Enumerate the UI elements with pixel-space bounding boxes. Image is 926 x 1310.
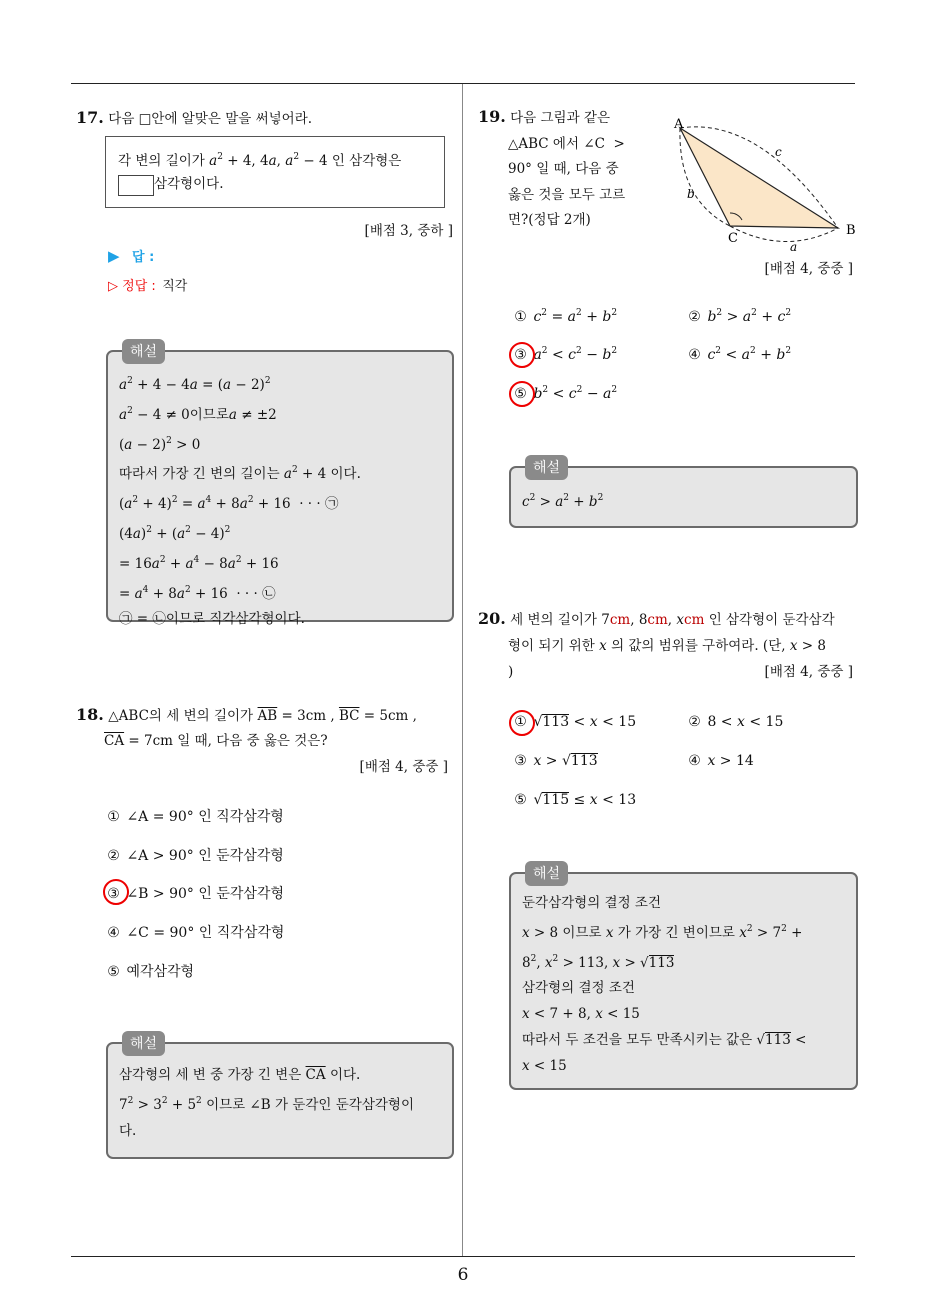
label-a-vertex: A [674, 117, 684, 132]
q17-exp-line2: $a^2 - 4 \ne 0$이므로a ≠ ±2 [119, 405, 277, 423]
q18-explanation [106, 1036, 454, 1159]
q18-score: [배점 4, 중중 ] [359, 759, 448, 775]
q20-exp-line3: $8^2$, $x^2 > 113$, x > √113 [522, 953, 675, 971]
q18-exp-line2: $7^2 > 3^2 + 5^2$ 이므로 ∠B 가 둔각인 둔각삼각형이 [119, 1095, 414, 1113]
q19-choice-5[interactable]: ⑤ $b^2 < c^2 - a^2$ [514, 385, 618, 402]
q20-choice-1[interactable]: ① √113 < x < 15 [514, 714, 637, 730]
q20-exp-line7: x < 15 [522, 1057, 567, 1074]
q20-exp-line1: 둔각삼각형의 결정 조건 [522, 895, 661, 911]
q17-correct-label: ▷ 정답 : [108, 279, 156, 294]
q19-line5: 면?(정답 2개) [508, 212, 591, 228]
q17-prompt: 다음 □안에 알맞은 말을 써넣어라. [108, 111, 313, 127]
q17-exp-line8: = $a^4 + 8a^2 + 16$ · · · ㉡ [119, 584, 276, 602]
q20-line1a: 세 변의 길이가 [510, 612, 597, 628]
q17-blank-box[interactable] [118, 175, 154, 196]
q18-answer-mark [103, 879, 129, 905]
q17-correct-row [108, 275, 187, 294]
q20-question: 20. 세 변의 길이가 7cm, 8cm, xcm 인 삼각형이 둔각삼각 형이 되기 위한 x 의 값의 범위를 구하여라. (단, x > 8 ) [478, 606, 863, 685]
q18-choice-5[interactable]: ⑤ 예각삼각형 [107, 964, 195, 980]
q17-box-text1: 각 변의 길이가 [118, 153, 205, 169]
q19-exp-line1: $c^2 > a^2 + b^2$ [522, 493, 604, 510]
q18-choice-4[interactable]: ④ ∠C = 90° 인 직각삼각형 [107, 925, 285, 941]
q18-exp-line1: 삼각형의 세 변 중 가장 긴 변은 $\overline{CA}$ 이다. [119, 1067, 361, 1083]
q19-choice-3[interactable]: ③ $a^2 < c^2 - b^2$ [514, 346, 618, 363]
q20-line1b: 인 삼각형이 둔각삼각 [708, 612, 835, 628]
q18-question [76, 701, 456, 730]
q20-line2: 형이 되기 위한 [508, 638, 595, 654]
q20-number: 20. [478, 609, 506, 628]
q17-exp-line1: $a^2 + 4 - 4a = (a - 2)^2$ [119, 376, 271, 393]
q20-choice-5[interactable]: ⑤ √115 ≤ x < 13 [514, 792, 637, 808]
q19-line3: 일 때, 다음 중 [536, 161, 619, 177]
q17-exp-line3: $(a - 2)^2 > 0$ [119, 435, 201, 453]
q19-line1: 다음 그림과 같은 [510, 110, 611, 126]
q18-prompt-a: △ABC의 세 변의 길이가 [108, 708, 254, 724]
column-divider [462, 84, 463, 1256]
q20-choice-4[interactable]: ④ x > 14 [688, 753, 754, 769]
q18-choice-1[interactable]: ① ∠A = 90° 인 직각삼각형 [107, 809, 284, 825]
q19-score: [배점 4, 중중 ] [764, 261, 853, 277]
q18-choice-2[interactable]: ② ∠A > 90° 인 둔각삼각형 [107, 848, 284, 864]
q19-choice-2[interactable]: ② $b^2 > a^2 + c^2$ [688, 308, 792, 325]
q20-answer-mark [509, 710, 535, 736]
top-rule [71, 83, 855, 84]
q17-exp-line9: ㉠ = ㉡이므로 직각삼각형이다. [119, 611, 305, 628]
q20-score: [배점 4, 중중 ] [764, 664, 853, 680]
q17-box-math: $a^2 + 4$, 4a, $a^2 - 4$ [209, 152, 328, 169]
q19-triangle-figure [670, 110, 870, 260]
q18-exp-line3: 다. [119, 1122, 137, 1139]
q17-score: [배점 3, 중하 ] [364, 223, 453, 239]
q18-question-line2: $\overline{CA} = 7cm$ 일 때, 다음 중 옳은 것은? [104, 733, 328, 749]
play-icon: ▶ [108, 247, 120, 265]
q17-answer-row [108, 246, 154, 265]
q19-exp-tag: 해설 [525, 455, 568, 480]
q17-question-box [105, 136, 445, 208]
q17-box-text2: 인 삼각형은 [331, 153, 402, 169]
q20-exp-line4: 삼각형의 결정 조건 [522, 980, 635, 997]
q17-explanation [106, 344, 454, 628]
q17-answer-label: 답 : [132, 250, 155, 265]
q20-line3: ) [508, 664, 514, 680]
q19-explanation [509, 460, 858, 528]
q19-choice-4[interactable]: ④ $c^2 < a^2 + b^2$ [688, 346, 792, 363]
q20-exp-tag: 해설 [525, 861, 568, 886]
bottom-rule [71, 1256, 855, 1257]
q19-question: 19. 다음 그림과 같은 △ABC 에서 ∠C > 90° 일 때, 다음 중 옳은 것을 모두 고르 면?(정답 2개) [478, 104, 658, 234]
q19-number: 19. [478, 107, 506, 126]
q17-exp-tag: 해설 [122, 339, 165, 364]
q19-answer-mark-5 [509, 381, 535, 407]
q20-choice-2[interactable]: ② 8 < x < 15 [688, 714, 784, 730]
q17-question [76, 104, 312, 133]
q20-line2b: 의 값의 범위를 구하여라. (단, [611, 638, 786, 654]
q19-line2: △ABC 에서 [508, 135, 580, 152]
q19-choice-1[interactable]: ① $c^2 = a^2 + b^2$ [514, 308, 618, 325]
q20-choice-3[interactable]: ③ x > √113 [514, 753, 598, 769]
q19-line4: 옳은 것을 모두 고르 [508, 186, 626, 203]
q17-exp-line6: $(4a)^2 + (a^2 - 4)^2$ [119, 524, 231, 542]
q18-exp-tag: 해설 [122, 1031, 165, 1056]
q17-exp-line4: 따라서 가장 긴 변의 길이는 $a^2 + 4$ 이다. [119, 465, 361, 483]
q17-box-text3: 삼각형이다. [154, 176, 224, 192]
label-a-side: a [790, 240, 798, 254]
arc-a [730, 226, 838, 242]
label-b-vertex: B [846, 223, 856, 238]
q18-prompt-b: 일 때, 다음 중 옳은 것은? [177, 733, 328, 749]
q20-exp-line2: x > 8 이므로 x 가 가장 긴 변이므로 $x^2 > 7^2$ + [522, 923, 803, 941]
q20-explanation [509, 866, 858, 1090]
q17-exp-line5: $(a^2 + 4)^2 = a^4 + 8a^2 + 16$ · · · ㉠ [119, 495, 339, 513]
triangle-abc [680, 128, 838, 228]
q19-answer-mark-3 [509, 342, 535, 368]
q18-number: 18. [76, 705, 104, 724]
q17-number: 17. [76, 108, 104, 127]
q20-exp-line6: 따라서 두 조건을 모두 만족시키는 값은 √113 < [522, 1031, 807, 1048]
q18-prompt-math1: $\overline{AB} = 3cm$ , $\overline{BC} = 5cm$ , [257, 708, 417, 724]
q20-exp-line5: x < 7 + 8, x < 15 [522, 1006, 640, 1023]
label-b-side: b [687, 187, 695, 201]
q17-correct-value: 직각 [162, 279, 188, 294]
q18-choice-3[interactable]: ③ ∠B > 90° 인 둔각삼각형 [107, 886, 284, 902]
label-c-side: c [775, 145, 782, 159]
page-number: 6 [457, 1265, 469, 1285]
q17-exp-line7: = $16a^2 + a^4 - 8a^2 + 16$ [119, 554, 279, 572]
label-c-vertex: C [728, 231, 738, 246]
